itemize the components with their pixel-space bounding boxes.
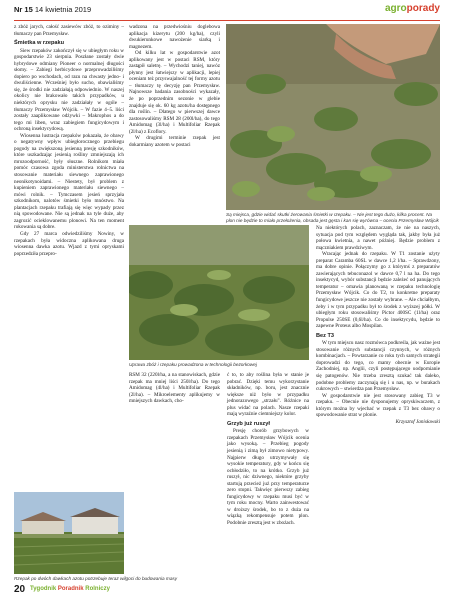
article-column-4 [316,225,440,425]
author-signature: Krzysztof Janisławski [395,418,440,425]
photo-field-image [129,225,309,360]
section-heading: Bez T3 [316,332,335,339]
page-footer [14,584,440,596]
brand-part-porady: porady [406,3,440,14]
publication-name-part: Rolniczy [85,586,110,592]
photo-farm [14,492,124,574]
paragraph: W tym miejscu nasz rozmówca podkreśla, jak ważne jest stosowanie różnych substancji czynnych, w różnych kombinacjach. – Powtarzanie co roku tych samych strategii doprowadzi do tego, co mamy obecnie w Europie Zachodniej, np. Anglii, czyli postępującego uodpornianie się patogenów. Nie trzeba zresztą szukać tak daleko, podobne problemy zaczynają się i u nas, np. w burakach cukrowych – stwierdza pan Przemysław. [316,340,440,393]
paragraph: RSM 32 (220l/ha, a na stanowiskach, gdzie rzepak ma mniej liści 250l/ha). Do tego Amidomag (4l/ha) i Multifoliar Rzepak (2l/ha). – Mikroelementy aplikujemy w mniejszych dawkach, cho- [129,372,220,405]
paragraph: ć to, to aby roślina była w stanie je pobrać. Dzięki temu wykorzystanie składników, np. boru, jest znacznie większe niż było w przypadku jednorazowego „strzału". Różnice na plus widać na polach. Nasze rzepaki mają wyraźnie ciemniejszy kolor. [227,372,309,418]
paragraph: Siew rzepaków zakończył się w ubiegłym roku w gospodarstwie 23 sierpnia. Poszłane zostały dwie hybrydowe odmiany Pioneer o normalnej długości słomy. – Zabiegi herbicydowe przeprowadziliśmy dopiero po wschodach, od razu na chwasty jedno- i dwuliścienne. Wcześniej było sucho, obawialiśmy się, że środki nie zadziałają odpowiednio. W naszej okolicy nie brakowało takich przypadków, u niektórych oprysku nie zadziałały w ogóle – tłumaczy Przemysław Wójcik. – W fazie 4–5. liści zostały zaaplikowane odżywki – Makrophos a do tego mi liben, wraz zabiegiem fungicydowym i ochroną insektycydową. [14,47,124,133]
section-heading: Grzyb już ruszył [227,420,270,427]
photo-damaged-rapeseed [226,24,440,210]
header-divider [14,20,440,21]
article-column-2-continued [129,372,220,405]
paragraph: Wiosenna lustracja rzepaków pokazała, że obawy o negatywny wpływ ubiegłorocznego przebiegu pogody na zwiększoną jesienną presję szkodników, które uszkadzając jesienią rośliny zmniejszają ich mrozoodporność, były słuszne. Rolnikom miała pomóc czasowa zgoda ministerstwa rolnictwa na stosowanie materiału siewnego zaprawionego neonikotynoidami. – Niestety, był problem z kupieniem zaprawionego materiału siewnego – mówi rolnik. – Tymczasem jesień sprzyjała szkodnikom, nalotów śmietki było mnóstwo. Na plantacjach rzepaku trafiają się więc wypady przez nią spowodowane. Nie są jednak na tyle duże, aby zagrozić ocieklowanemu plonowi. Na ten moment rokowania są dobre. [14,132,124,231]
paragraph: W gospodarstwie nie jest stosowany zabieg T3 w rzepaku. – Obecnie nie dysponujemy opryskiwaczem, z którym można by wjechać w rzepak z T3 bez obawy o spowodowanie strat w plonie. [316,392,440,419]
photo-caption: Są miejsca, gdzie widać skutki żerowania śmietki w rzepaku. – Nie jest tego dużo, kilka procent. Na plon nie będzie to miało przełożenia, obsada jest gęsta i kan się wyrówna – ocenia Przemysław Wójcik [226,212,439,223]
page-header [14,4,440,18]
photo-field [129,225,309,360]
paragraph: Od kilku lat w gospodarstwie azot aplikowany jest w postaci RSM, który zastąpił saletrę. – Wychodzi taniej, nawóz płynny jest łatwiejszy w aplikacji, lepiej oceniam też przyswajalność tej formy azotu – tłumaczy tę decyzję pan Przemysław. Najnowsze badania zasobności wykazały, że po poprzednim sezonie w glebie znajduje się ok. 60 kg azotu/ha dostępnego dla roślin. – Dlatego w pierwszej dawce zastosowaliśmy RSM 28 (200l/ha), do tego Amidomag (3l/ha) i Multifoliar Rzepak (2l/ha) z Ecoflory. [129,50,220,135]
paragraph: Wracając jednak do rzepaku. W T1 zostanie użyty preparat Caramba 60SL w dawce 1,2 l/ha. – Sprawdzony, ma dobre opinie. Połączymy go z którymś z preparatów zawierających tebuconazol w dawce 0,7 l na ha. Do tego insektycyd, wybór substancji będzie zależeć od panujących temperatur – omawia planowaną w rzepaku technologię Przemysław Wójcik. Co do T2, to konkretne preparaty fungicydowe jeszcze nie zostały wybrane. – Ale chciałbym, żeby i w tym przypadku był to środek z wyższej półki. W ubiegłym roku stosowaliśmy Pictor 400SC (1l/ha) oraz Propulse 250SE (0,6l/ha). Co do insektycydu, będzie to zapewne Proteus albo Mospilan. [316,251,440,330]
paragraph: wadzona na przedwiośniu doglebowa aplikacja kizerytu (200 kg/ha), czyli dwukierunkowe nawożenie siarką i magnezem. [129,24,220,50]
issue-info [14,5,91,14]
paragraph: Gdy 27 marca odwiedziliśmy Nowiny, w rzepakach była widoczna aplikowana druga wiosenna dawka azotu. Wjazd z tymi opryskami poprzedziła przepro- [14,230,124,257]
article-column-1 [14,24,124,257]
paragraph: Na niektórych polach, zaznaczam, że nie na naszych, sytuacja pod tym względem wygląda tak, jakby była już połowa kwietnia, a nawet później. Będzie problem z mączniakiem prawdziwym. [316,225,440,251]
article-column-2 [129,24,220,148]
section-heading: Śmietka w rzepaku [14,40,65,47]
paragraph: Presję chorób grzybowych w rzepakach Przemysław Wójcik ocenia jako wysoką. – Przebieg pogody jesienią i zimą był zimowo nietypowy. Najpierw długo utrzymywały się wysokie temperatury, gdy w końcu się ochłodziło, to na krótko. Grzyb już ruszył, nic dziwnego, niektóre grzyby startują przecież już przy temperaturze zero stopni. Takwięc pierwszy zabieg fungicydowy w rzepaku musi być w tym roku mocny. Warto zainwestować w droższy środek, bo to z duża na wiązką rekompensuje potem plon. Podobnie zresztą jest w zbożach. [227,428,309,527]
photo-caption: Uprawa zbóż i rzepaku prowadzona w technologii bezorkowej [129,362,257,367]
issue-number: Nr 15 [14,5,33,14]
article-column-3 [227,372,309,527]
paragraph: W drugimi terminie rzepak jest dokarmiany azotem w postaci [129,135,220,148]
paragraph: z zbóż jarych, całość zasiewów zbóż, to oziminy – tłumaczy pan Przemysław. [14,24,124,37]
photo-caption: Rzepak po dwóch dawkach azotu potrzebuje teraz wilgoci do budowania masy [14,576,178,581]
publication-name-part: Tygodnik [30,586,58,592]
photo-farm-image [14,492,124,574]
publication-name-part: Poradnik [57,586,86,592]
issue-date: 14 kwietnia 2019 [34,5,92,14]
page-number: 20 [14,584,26,595]
publication-name [30,586,110,592]
brand-part-agro: agro [384,3,407,14]
photo-damaged-rapeseed-image [226,24,440,210]
brand-logo [385,3,440,14]
